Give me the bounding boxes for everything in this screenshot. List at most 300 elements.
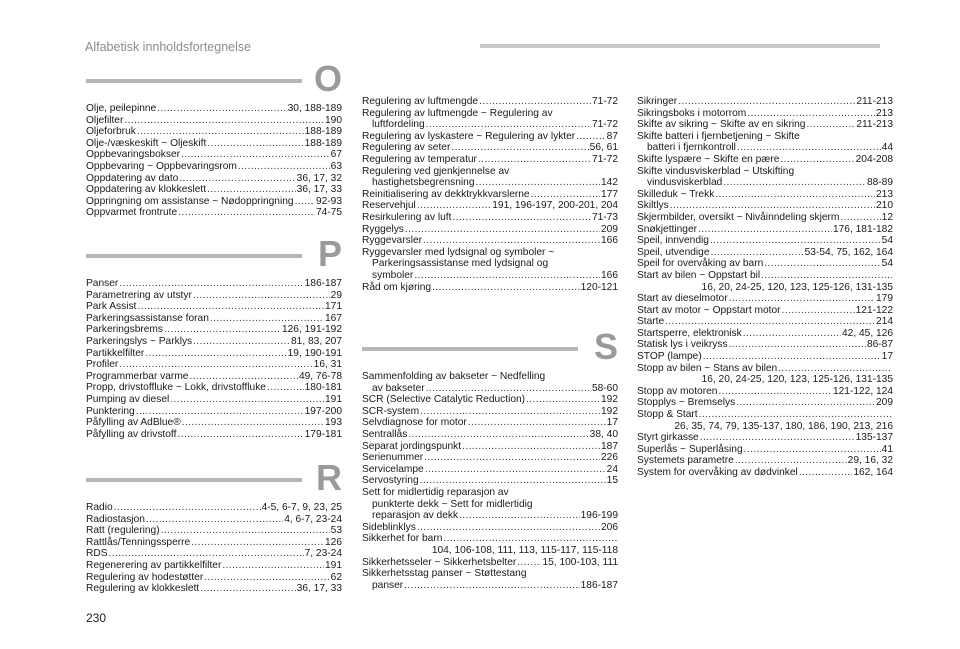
dot-leader — [723, 177, 866, 189]
entry-term-continued: vindusviskerblad — [647, 177, 723, 189]
entry-term: Oppdatering av dato — [86, 172, 179, 184]
entry-pages: 4, 6-7, 23-24 — [284, 513, 342, 525]
entry-term: Radio — [86, 502, 113, 513]
entry-pages: 120-121 — [580, 281, 618, 293]
entry-term: Startsperre, elektronisk — [637, 327, 742, 339]
index-entry — [362, 224, 618, 236]
entry-term: Start av motor ~ Oppstart motor — [637, 304, 781, 316]
entry-pages: 16, 20, 24-25, 120, 123, 125-126, 131-135 — [701, 281, 893, 293]
entry-term: Serienummer — [362, 452, 424, 464]
index-entry — [86, 514, 342, 526]
entry-pages: 121-122, 124 — [832, 385, 893, 397]
entry-term: System for overvåking av dødvinkel — [637, 467, 798, 478]
index-entry — [637, 316, 893, 328]
dot-leader — [443, 533, 617, 545]
index-entry — [637, 247, 893, 259]
dot-leader — [193, 290, 330, 302]
entry-term: Sikkerhet for barn — [362, 533, 443, 545]
index-entry — [86, 417, 342, 429]
dot-leader — [782, 305, 855, 317]
entry-pages: 15 — [606, 475, 618, 487]
dot-leader — [405, 224, 600, 236]
section-letter-row — [86, 233, 342, 274]
index-entry — [86, 196, 342, 208]
index-entry — [637, 189, 893, 201]
entry-term: Reservehjul — [362, 200, 416, 212]
dot-leader — [576, 131, 605, 143]
index-entry — [86, 537, 342, 549]
entry-pages: 167 — [325, 312, 342, 324]
index-entry — [637, 224, 893, 236]
dot-leader — [193, 336, 290, 348]
entry-term: Ryggevarsler med lydsignal og symboler ~ — [362, 246, 555, 258]
section-S — [362, 326, 618, 591]
entry-term: Ratt (regulering) — [86, 525, 160, 537]
header-divider — [480, 44, 880, 48]
dot-leader — [207, 138, 303, 150]
section-letter: S — [593, 326, 618, 367]
entry-pages: 26, 35, 74, 79, 135-137, 180, 186, 190, 213, 216 — [674, 420, 893, 432]
entry-pages: 29 — [330, 289, 342, 301]
entry-term: Ryggevarsler — [362, 235, 423, 247]
index-entry — [637, 108, 893, 120]
dot-leader — [124, 115, 324, 127]
index-entry — [637, 200, 893, 212]
dot-leader — [678, 96, 855, 108]
entry-term: Parkeringsbrems — [86, 324, 163, 336]
entry-term: Regulering av luftmengde ~ Regulering av — [362, 107, 553, 119]
entry-term: Punktering — [86, 405, 135, 417]
index-entry — [86, 173, 342, 185]
entry-term: RDS — [86, 548, 108, 560]
entry-term-continued: reparasjon av dekk — [372, 510, 459, 522]
entry-pages: 211-213 — [856, 96, 893, 107]
dot-leader — [468, 417, 606, 429]
dot-leader — [744, 444, 881, 456]
index-entry — [362, 522, 618, 534]
entry-term: Sammenfolding av bakseter ~ Nedfelling — [362, 371, 546, 382]
dot-leader — [109, 548, 304, 560]
entry-pages: 58-60 — [591, 382, 618, 394]
entry-pages: 126 — [325, 536, 342, 548]
entry-term: Sideblinklys — [362, 521, 416, 533]
entry-term: Regenerering av partikkelfilter — [86, 559, 222, 571]
entry-term: Regulering av hodestøtter — [86, 571, 204, 583]
dot-leader — [517, 557, 541, 569]
index-entry — [637, 467, 893, 479]
entry-pages: 179 — [876, 293, 893, 305]
index-entry — [86, 301, 342, 313]
dot-leader — [462, 441, 600, 453]
dot-leader — [408, 429, 588, 441]
index-entry — [86, 161, 342, 173]
dot-leader — [204, 572, 329, 584]
index-entries — [637, 96, 893, 479]
dot-leader — [737, 142, 881, 154]
index-entry — [637, 258, 893, 270]
index-entry — [637, 119, 893, 131]
index-entry — [86, 103, 342, 115]
entry-pages: 7, 23-24 — [304, 548, 342, 560]
index-entry — [86, 572, 342, 584]
entry-pages: 71-73 — [591, 211, 618, 223]
section-letter-row — [86, 457, 342, 498]
index-entry — [86, 115, 342, 127]
entry-term-continued: luftfordeling — [372, 119, 425, 131]
entry-term-continued: Parkeringsassistanse med lydsignal og — [372, 258, 549, 270]
index-entry — [637, 409, 893, 432]
entry-term: Stopp av motoren — [637, 385, 718, 397]
entry-pages: 4-5, 6-7, 9, 23, 25 — [261, 502, 342, 513]
index-entry — [86, 278, 342, 290]
index-entry — [362, 475, 618, 487]
entry-term: Programmerbar varme — [86, 370, 189, 382]
entry-term: Råd om kjøring — [362, 281, 432, 293]
entry-pages: 71-72 — [591, 96, 618, 107]
dot-leader — [478, 154, 591, 166]
entry-pages: 54 — [881, 258, 893, 270]
dot-leader — [710, 235, 881, 247]
entry-term: Regulering av temperatur — [362, 153, 477, 165]
entry-term: Regulering av luftmengde — [362, 96, 479, 107]
section-letter: O — [313, 58, 342, 99]
index-entries — [86, 103, 342, 219]
dot-leader — [476, 177, 600, 189]
index-entry — [637, 131, 893, 154]
entry-pages: 188-189 — [304, 137, 342, 149]
entry-term: Speil for overvåking av barn — [637, 258, 764, 270]
entry-term: SCR-system — [362, 405, 420, 417]
section-divider — [86, 254, 302, 258]
entry-term: Skifte lyspære ~ Skifte en pære — [637, 153, 780, 165]
entry-term: Sikringsboks i motorrom — [637, 107, 747, 119]
index-entry — [362, 189, 618, 201]
entry-pages: 74-75 — [315, 207, 342, 219]
entry-pages: 191 — [325, 393, 342, 405]
entry-pages: 171 — [325, 301, 342, 313]
entry-term: Parkeringsassistanse foran — [86, 312, 209, 324]
entry-pages: 67 — [330, 149, 342, 161]
dot-leader — [735, 455, 847, 467]
entry-pages: 213 — [876, 107, 893, 119]
entry-pages: 29, 16, 32 — [847, 455, 893, 467]
dot-leader — [136, 406, 304, 418]
entry-term-continued: panser — [372, 579, 404, 591]
index-entry — [86, 184, 342, 196]
section-S-continued — [637, 96, 893, 479]
entry-term: Påfylling av AdBlue® — [86, 417, 181, 429]
entry-pages: 49, 76-78 — [298, 370, 342, 382]
entry-term: Partikkelfilter — [86, 347, 145, 359]
dot-leader — [531, 189, 600, 201]
entry-pages: 17 — [606, 417, 618, 429]
dot-leader — [137, 126, 304, 138]
entry-pages: 41 — [881, 443, 893, 455]
entry-pages: 180-181 — [304, 382, 342, 394]
dot-leader — [424, 452, 600, 464]
entry-pages: 179-181 — [304, 428, 342, 440]
entry-pages: 42, 45, 126 — [842, 327, 893, 339]
dot-leader — [182, 417, 324, 429]
index-entry — [86, 406, 342, 418]
section-R-continued — [362, 96, 618, 293]
index-entries — [362, 96, 618, 293]
entry-term: Oljefilter — [86, 114, 124, 126]
entry-term: Oppdatering av klokkeslett — [86, 184, 207, 196]
section-letter-row — [362, 326, 618, 367]
entry-pages: 126, 191-192 — [281, 324, 342, 336]
entry-term: Skiltlys — [637, 200, 669, 212]
entry-term-continued: punkterte dekk ~ Sett for midlertidig — [372, 498, 533, 510]
dot-leader — [426, 119, 591, 131]
entry-term: Speil, utvendige — [637, 246, 710, 258]
entry-pages: 62 — [330, 571, 342, 583]
entry-pages: 226 — [601, 452, 618, 464]
index-header-title: Alfabetisk innholdsfortegnelse — [85, 40, 252, 54]
dot-leader — [451, 142, 588, 154]
entry-term: Styrt girkasse — [637, 432, 699, 444]
entry-pages: 209 — [876, 397, 893, 409]
entry-term: Regulering ved gjenkjennelse av — [362, 165, 510, 177]
entry-term: Start av bilen ~ Oppstart bil — [637, 269, 761, 281]
dot-leader — [164, 324, 281, 336]
dot-leader — [267, 382, 304, 394]
index-entries — [362, 371, 618, 591]
dot-leader — [119, 278, 303, 290]
section-letter: R — [316, 457, 342, 498]
dot-leader — [222, 560, 324, 572]
dot-leader — [189, 371, 297, 383]
section-divider — [86, 478, 302, 482]
entry-term: Pumping av diesel — [86, 393, 170, 405]
entry-pages: 204-208 — [855, 153, 893, 165]
entry-term: Parkeringslys ~ Parklys — [86, 335, 193, 347]
index-entry — [362, 108, 618, 131]
entry-term: Sikkerhetsseler ~ Sikkerhetsbelter — [362, 556, 517, 568]
index-entry — [362, 568, 618, 591]
entry-term: Skilleduk ~ Trekk — [637, 188, 715, 200]
entry-pages: 166 — [601, 235, 618, 247]
entry-term: Snøkjettinger — [637, 223, 698, 235]
entry-pages: 186-187 — [304, 278, 342, 289]
index-entry — [362, 166, 618, 189]
index-entry — [362, 417, 618, 429]
entry-term: Systemets parametre — [637, 455, 734, 467]
entry-term: SCR (Selective Catalytic Reduction) — [362, 394, 526, 406]
entry-term: Start av dieselmotor — [637, 293, 728, 305]
dot-leader — [425, 464, 606, 476]
entry-pages: 19, 190-191 — [287, 347, 342, 359]
entry-pages: 53-54, 75, 162, 164 — [804, 246, 893, 258]
dot-leader — [747, 108, 875, 120]
dot-leader — [170, 394, 324, 406]
index-entry — [637, 293, 893, 305]
entry-term: Servostyring — [362, 475, 419, 487]
dot-leader — [161, 525, 330, 537]
dot-leader — [114, 502, 261, 514]
dot-leader — [417, 200, 491, 212]
index-entry — [86, 336, 342, 348]
entry-pages: 15, 100-103, 111 — [542, 556, 618, 568]
index-entry — [362, 200, 618, 212]
dot-leader — [420, 406, 600, 418]
entry-term: Servicelampe — [362, 463, 424, 475]
index-entry — [362, 247, 618, 282]
index-entry — [86, 324, 342, 336]
dot-leader — [178, 207, 315, 219]
entry-pages: 192 — [601, 394, 618, 406]
entry-term: Rattlås/Tenningssperre — [86, 536, 191, 548]
index-entry — [362, 282, 618, 294]
dot-leader — [698, 224, 832, 236]
entry-term: Panser — [86, 278, 119, 289]
dot-leader — [179, 173, 295, 185]
entry-pages: 142 — [601, 177, 618, 189]
dot-leader — [711, 247, 804, 259]
dot-leader — [703, 351, 881, 363]
index-entry — [362, 131, 618, 143]
dot-leader — [295, 196, 315, 208]
index-entry — [637, 235, 893, 247]
entry-term-continued: symboler — [372, 269, 414, 281]
entry-pages: 193 — [325, 417, 342, 429]
entry-term: Stopplys ~ Bremselys — [637, 397, 736, 409]
entry-pages: 121-122 — [855, 304, 893, 316]
dot-leader — [417, 522, 600, 534]
entry-term: Sett for midlertidig reparasjon av — [362, 486, 509, 498]
index-entry — [86, 313, 342, 325]
entry-pages: 54 — [881, 235, 893, 247]
entry-term: Sikkerhetsstag panser ~ Støttestang — [362, 568, 527, 580]
entry-pages: 87 — [606, 130, 618, 142]
index-entry — [362, 464, 618, 476]
index-entry — [86, 502, 342, 514]
dot-leader — [210, 313, 324, 325]
dot-leader — [420, 475, 606, 487]
entry-pages: 192 — [601, 405, 618, 417]
index-entry — [637, 305, 893, 317]
dot-leader — [145, 348, 286, 360]
entry-pages: 88-89 — [866, 177, 893, 189]
entry-pages: 209 — [601, 223, 618, 235]
index-entry — [86, 583, 342, 595]
entry-pages: 53 — [330, 525, 342, 537]
entry-pages: 24 — [606, 463, 618, 475]
dot-leader — [177, 429, 303, 441]
entry-term: Skifte vindusviskerblad ~ Utskifting — [637, 165, 795, 177]
entry-pages: 191 — [325, 559, 342, 571]
entry-pages: 16, 31 — [313, 359, 342, 371]
index-entry — [637, 455, 893, 467]
index-entry — [362, 96, 618, 108]
dot-leader — [799, 467, 853, 479]
dot-leader — [191, 537, 324, 549]
entry-pages: 44 — [881, 142, 893, 154]
entry-pages: 81, 83, 207 — [291, 335, 342, 347]
entry-term: Sentrallås — [362, 428, 408, 440]
dot-leader — [146, 514, 283, 526]
index-entry — [362, 142, 618, 154]
entry-term: Olje, peilepinne — [86, 103, 157, 114]
dot-leader — [670, 200, 875, 212]
index-entry — [86, 207, 342, 219]
dot-leader — [806, 119, 855, 131]
section-R — [86, 457, 342, 595]
index-entries — [86, 502, 342, 595]
section-letter: P — [317, 233, 342, 274]
dot-leader — [780, 154, 854, 166]
entry-pages: 36, 17, 33 — [296, 583, 342, 595]
dot-leader — [778, 363, 892, 375]
entry-pages: 213 — [876, 188, 893, 200]
entry-pages: 71-72 — [591, 153, 618, 165]
index-entry — [86, 126, 342, 138]
entry-pages: 12 — [881, 211, 893, 223]
entry-pages: 162, 164 — [853, 467, 893, 478]
dot-leader — [404, 580, 579, 592]
dot-leader — [423, 235, 600, 247]
index-entry — [637, 328, 893, 340]
index-entry — [637, 96, 893, 108]
dot-leader — [207, 184, 296, 196]
dot-leader — [432, 282, 580, 294]
entry-pages: 56, 61 — [589, 142, 618, 154]
entry-term: STOP (lampe) — [637, 351, 702, 363]
entry-pages: 16, 20, 24-25, 120, 123, 125-126, 131-135 — [701, 374, 893, 386]
entry-pages: 214 — [876, 316, 893, 328]
dot-leader — [137, 301, 324, 313]
entry-pages: 197-200 — [304, 405, 342, 417]
dot-leader — [715, 189, 875, 201]
entry-pages: 92-93 — [315, 195, 342, 207]
index-entry — [86, 138, 342, 150]
dot-leader — [526, 394, 600, 406]
entry-pages: 177 — [601, 188, 618, 200]
entry-term: Separat jordingspunkt — [362, 440, 462, 452]
dot-leader — [181, 149, 330, 161]
entry-pages: 86-87 — [866, 339, 893, 351]
entry-pages: 166 — [601, 269, 618, 281]
dot-leader — [761, 270, 892, 282]
entry-term: Skifte batteri i fjernbetjening ~ Skifte — [637, 130, 800, 142]
entry-term: Resirkulering av luft — [362, 211, 452, 223]
entry-pages: 63 — [330, 160, 342, 172]
index-entry — [86, 290, 342, 302]
index-entry — [637, 154, 893, 166]
dot-leader — [479, 96, 591, 108]
index-entry — [362, 371, 618, 394]
section-P — [86, 233, 342, 440]
dot-leader — [459, 510, 580, 522]
section-divider — [86, 79, 302, 83]
index-entry — [637, 270, 893, 293]
dot-leader — [729, 339, 866, 351]
dot-leader — [426, 383, 591, 395]
index-entry — [637, 363, 893, 386]
entry-term: Oljeforbruk — [86, 126, 136, 138]
index-entry — [86, 348, 342, 360]
entry-pages: 211-213 — [856, 119, 893, 131]
index-entry — [362, 487, 618, 522]
entry-term: Oppringning om assistanse ~ Nødoppringning — [86, 195, 294, 207]
section-O — [86, 58, 342, 219]
entry-term: Skifte av sikring ~ Skifte av en sikring — [637, 119, 806, 131]
index-entry — [362, 212, 618, 224]
entry-pages: 36, 17, 33 — [296, 184, 342, 196]
index-entry — [362, 533, 618, 556]
entry-term: Påfylling av drivstoff — [86, 428, 177, 440]
dot-leader — [736, 397, 875, 409]
